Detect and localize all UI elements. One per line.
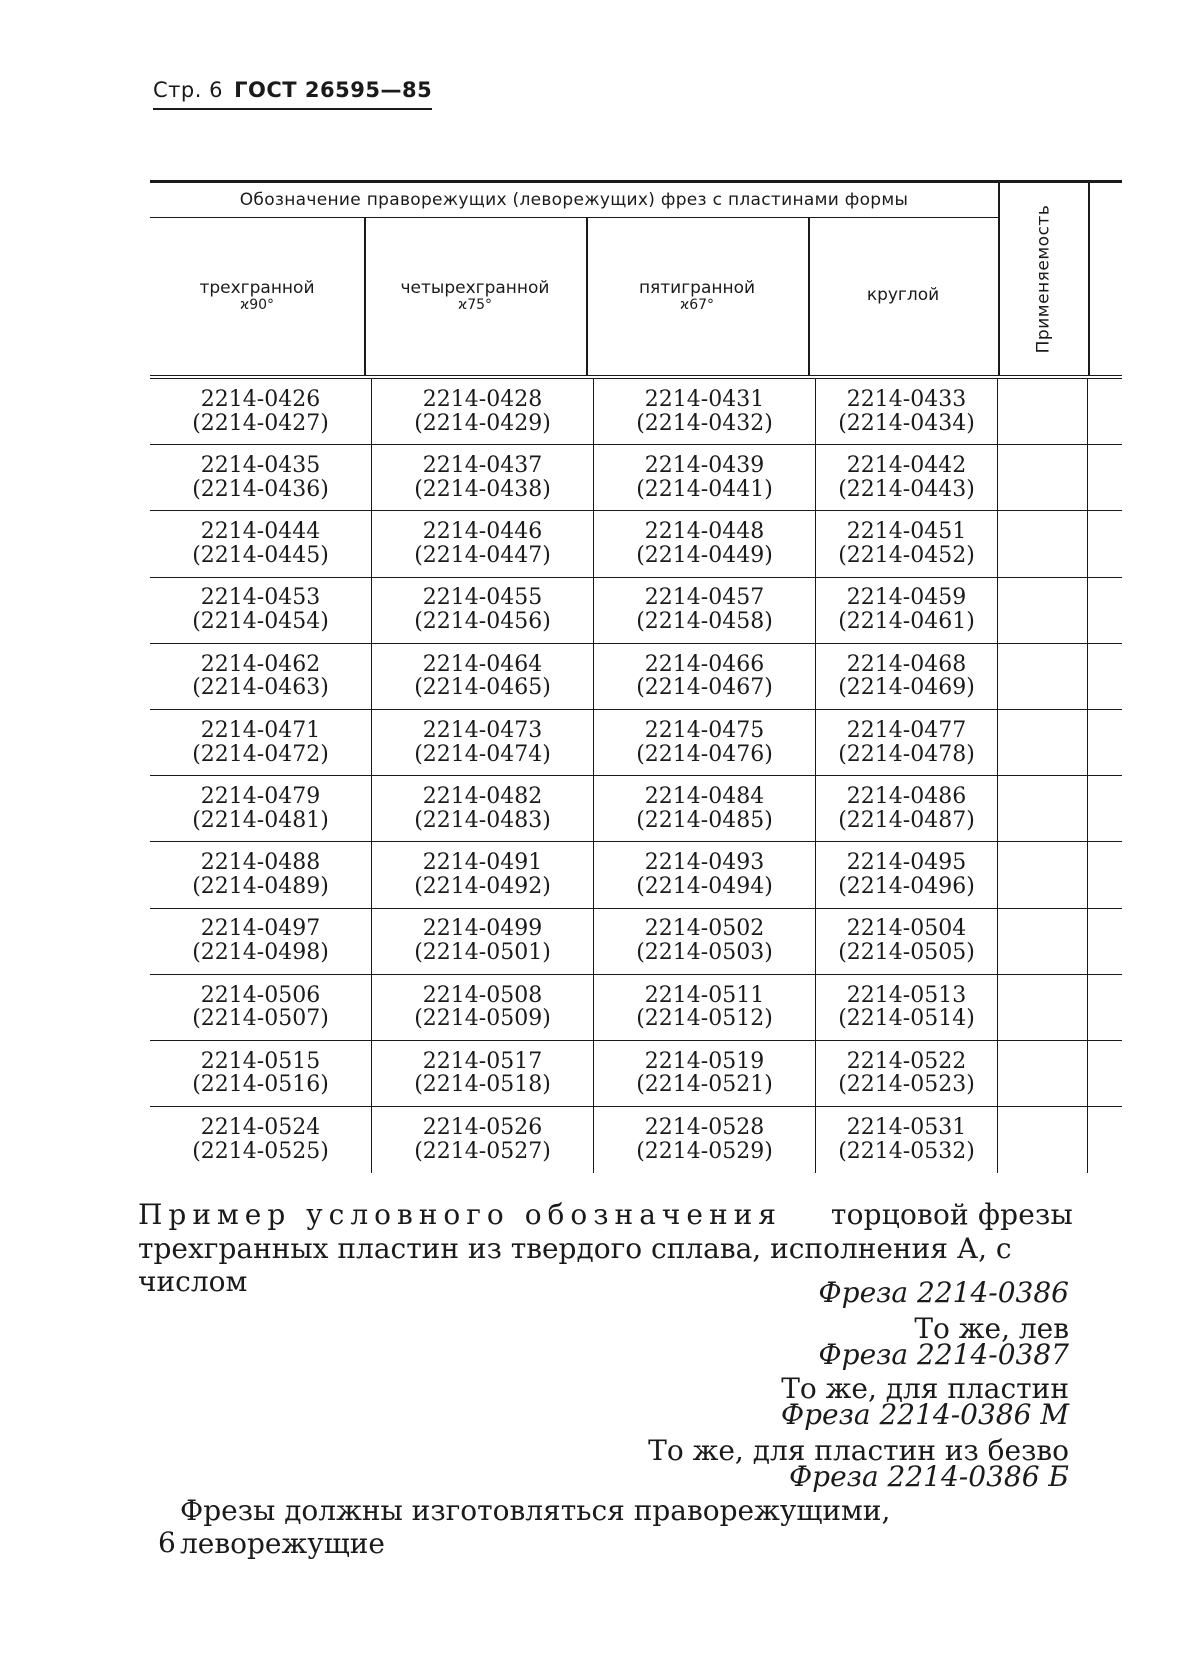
margin-cell [1088, 909, 1122, 975]
table-row [150, 710, 1122, 776]
left-cut-code: (2214-0452) [838, 542, 975, 568]
table-cell [816, 776, 998, 842]
right-cut-code: 2214-0477 [846, 717, 967, 743]
left-cut-code: (2214-0494) [636, 873, 773, 899]
table-row [150, 842, 1122, 908]
right-cut-code: 2214-0513 [846, 982, 967, 1008]
margin-cell [1088, 975, 1122, 1041]
table-cell [150, 644, 372, 710]
applicability-cell [998, 644, 1088, 710]
col-header-pentagonal [586, 217, 808, 375]
margin-cell [1088, 578, 1122, 644]
margin-cell [1088, 644, 1122, 710]
table-cell [372, 1107, 594, 1173]
col-header-angle: ϰ90° [239, 296, 275, 313]
table-cell [150, 379, 372, 445]
table-cell [372, 578, 594, 644]
example-note-3: То же, для пластин из безво [648, 1434, 1069, 1467]
applicability-cell [998, 445, 1088, 511]
table-cell [594, 379, 816, 445]
left-cut-code: (2214-0458) [636, 609, 773, 635]
col-header-round [808, 217, 998, 375]
table-cell [594, 842, 816, 908]
example-lead-rest: торцовой фрезы [830, 1198, 1073, 1231]
table-cell [594, 511, 816, 577]
applicability-cell [998, 511, 1088, 577]
right-cut-code: 2214-0519 [644, 1048, 765, 1074]
col-header-name: трехгранной [199, 277, 315, 298]
right-cut-code: 2214-0468 [846, 651, 967, 677]
table-row [150, 578, 1122, 644]
table-cell [372, 1041, 594, 1107]
table-row [150, 909, 1122, 975]
table-cell [816, 445, 998, 511]
table-cell [372, 909, 594, 975]
table-cell [816, 842, 998, 908]
left-cut-code: (2214-0478) [838, 741, 975, 767]
left-cut-code: (2214-0429) [414, 410, 551, 436]
left-cut-code: (2214-0503) [636, 940, 773, 966]
left-cut-code: (2214-0525) [192, 1139, 329, 1165]
left-cut-code: (2214-0432) [636, 410, 773, 436]
table-cell [594, 975, 816, 1041]
table-cell [816, 511, 998, 577]
left-cut-code: (2214-0489) [192, 873, 329, 899]
standard-number: ГОСТ 26595—85 [234, 78, 433, 102]
left-cut-code: (2214-0467) [636, 675, 773, 701]
table-cell [594, 776, 816, 842]
header-divider [1088, 183, 1090, 375]
table-cell [150, 909, 372, 975]
table-cell [816, 1107, 998, 1173]
right-cut-code: 2214-0446 [422, 519, 543, 545]
left-cut-code: (2214-0476) [636, 741, 773, 767]
example-lead: Пример условного обозначения [138, 1198, 782, 1231]
table-cell [372, 644, 594, 710]
left-cut-code: (2214-0454) [192, 609, 329, 635]
right-cut-code: 2214-0511 [644, 982, 765, 1008]
right-cut-code: 2214-0524 [200, 1115, 321, 1141]
col-header-name: пятигранной [638, 277, 756, 298]
right-cut-code: 2214-0522 [846, 1048, 967, 1074]
left-cut-code: (2214-0487) [838, 807, 975, 833]
right-cut-code: 2214-0475 [644, 717, 765, 743]
left-cut-code: (2214-0438) [414, 476, 551, 502]
designation-table [150, 180, 1122, 1173]
table-cell [372, 379, 594, 445]
margin-cell [1088, 379, 1122, 445]
right-cut-code: 2214-0455 [422, 585, 543, 611]
left-cut-code: (2214-0527) [414, 1139, 551, 1165]
table-cell [594, 644, 816, 710]
example-paragraph-line1 [138, 1198, 1073, 1231]
left-cut-code: (2214-0492) [414, 873, 551, 899]
table-cell [594, 445, 816, 511]
right-cut-code: 2214-0462 [200, 651, 321, 677]
left-cut-code: (2214-0465) [414, 675, 551, 701]
table-row [150, 1107, 1122, 1173]
left-cut-code: (2214-0481) [192, 807, 329, 833]
left-cut-code: (2214-0523) [838, 1072, 975, 1098]
table-cell [150, 776, 372, 842]
table-cell [150, 511, 372, 577]
table-row [150, 644, 1122, 710]
left-cut-code: (2214-0441) [636, 476, 773, 502]
right-cut-code: 2214-0426 [200, 386, 321, 412]
margin-cell [1088, 1041, 1122, 1107]
left-cut-code: (2214-0474) [414, 741, 551, 767]
table-row [150, 445, 1122, 511]
left-cut-code: (2214-0516) [192, 1072, 329, 1098]
right-cut-code: 2214-0433 [846, 386, 967, 412]
left-cut-code: (2214-0529) [636, 1139, 773, 1165]
table-cell [372, 710, 594, 776]
table-cell [150, 1041, 372, 1107]
col-header-angle: ϰ67° [679, 296, 715, 313]
left-cut-code: (2214-0505) [838, 940, 975, 966]
right-cut-code: 2214-0497 [200, 916, 321, 942]
example-note-2: То же, для пластин [781, 1372, 1069, 1405]
left-cut-code: (2214-0463) [192, 675, 329, 701]
left-cut-code: (2214-0498) [192, 940, 329, 966]
table-row [150, 975, 1122, 1041]
example-paragraph-line2: трехгранных пластин из твердого сплава, исполнения А, с числом [138, 1232, 1012, 1298]
right-cut-code: 2214-0482 [422, 783, 543, 809]
applicability-cell [998, 1107, 1088, 1173]
table-cell [372, 975, 594, 1041]
left-cut-code: (2214-0445) [192, 542, 329, 568]
col-header-applicability [998, 183, 1088, 375]
right-cut-code: 2214-0466 [644, 651, 765, 677]
table-cell [150, 975, 372, 1041]
col-header-name: четырехгранной [400, 277, 550, 298]
left-cut-code: (2214-0507) [192, 1006, 329, 1032]
margin-cell [1088, 445, 1122, 511]
example-designation-4: Фреза 2214-0386 Б [788, 1460, 1069, 1493]
right-cut-code: 2214-0453 [200, 585, 321, 611]
page-label: Стр. 6 [153, 78, 223, 102]
col-header-square [364, 217, 586, 375]
table-cell [594, 578, 816, 644]
left-cut-code: (2214-0532) [838, 1139, 975, 1165]
right-cut-code: 2214-0479 [200, 783, 321, 809]
table-cell [372, 776, 594, 842]
right-cut-code: 2214-0531 [846, 1115, 967, 1141]
left-cut-code: (2214-0434) [838, 410, 975, 436]
left-cut-code: (2214-0512) [636, 1006, 773, 1032]
right-cut-code: 2214-0491 [422, 850, 543, 876]
right-cut-code: 2214-0526 [422, 1115, 543, 1141]
left-cut-code: (2214-0449) [636, 542, 773, 568]
right-cut-code: 2214-0488 [200, 850, 321, 876]
left-cut-code: (2214-0485) [636, 807, 773, 833]
closing-paragraph: Фрезы должны изготовляться праворежущими, леворежущие [180, 1494, 891, 1560]
example-designation-3: Фреза 2214-0386 М [780, 1398, 1069, 1431]
right-cut-code: 2214-0486 [846, 783, 967, 809]
table-row [150, 379, 1122, 445]
left-cut-code: (2214-0472) [192, 741, 329, 767]
left-cut-code: (2214-0443) [838, 476, 975, 502]
left-cut-code: (2214-0447) [414, 542, 551, 568]
applicability-cell [998, 379, 1088, 445]
example-designation-1: Фреза 2214-0386 [818, 1276, 1069, 1309]
right-cut-code: 2214-0451 [846, 519, 967, 545]
margin-cell [1088, 842, 1122, 908]
applicability-cell [998, 776, 1088, 842]
right-cut-code: 2214-0464 [422, 651, 543, 677]
margin-cell [1088, 1107, 1122, 1173]
right-cut-code: 2214-0517 [422, 1048, 543, 1074]
applicability-label: Применяемость [1033, 204, 1054, 354]
right-cut-code: 2214-0442 [846, 453, 967, 479]
table-cell [372, 445, 594, 511]
table-cell [816, 975, 998, 1041]
right-cut-code: 2214-0448 [644, 519, 765, 545]
left-cut-code: (2214-0509) [414, 1006, 551, 1032]
left-cut-code: (2214-0456) [414, 609, 551, 635]
left-cut-code: (2214-0436) [192, 476, 329, 502]
applicability-cell [998, 1041, 1088, 1107]
table-cell [150, 578, 372, 644]
right-cut-code: 2214-0428 [422, 386, 543, 412]
margin-cell [1088, 710, 1122, 776]
left-cut-code: (2214-0496) [838, 873, 975, 899]
table-cell [372, 842, 594, 908]
table-cell [150, 710, 372, 776]
right-cut-code: 2214-0431 [644, 386, 765, 412]
right-cut-code: 2214-0515 [200, 1048, 321, 1074]
right-cut-code: 2214-0439 [644, 453, 765, 479]
margin-cell [1088, 511, 1122, 577]
table-cell [372, 511, 594, 577]
right-cut-code: 2214-0495 [846, 850, 967, 876]
right-cut-code: 2214-0504 [846, 916, 967, 942]
right-cut-code: 2214-0528 [644, 1115, 765, 1141]
page-number: 6 [158, 1526, 176, 1559]
right-cut-code: 2214-0444 [200, 519, 321, 545]
right-cut-code: 2214-0473 [422, 717, 543, 743]
table-caption: Обозначение праворежущих (леворежущих) фрез с пластинами формы [150, 183, 998, 218]
table-cell [150, 1107, 372, 1173]
left-cut-code: (2214-0514) [838, 1006, 975, 1032]
table-cell [816, 578, 998, 644]
table-cell [816, 644, 998, 710]
table-cell [150, 445, 372, 511]
right-cut-code: 2214-0471 [200, 717, 321, 743]
margin-cell [1088, 776, 1122, 842]
table-cell [594, 710, 816, 776]
table-row [150, 511, 1122, 577]
left-cut-code: (2214-0483) [414, 807, 551, 833]
right-cut-code: 2214-0457 [644, 585, 765, 611]
left-cut-code: (2214-0521) [636, 1072, 773, 1098]
table-row [150, 776, 1122, 842]
right-cut-code: 2214-0506 [200, 982, 321, 1008]
col-header-trigonal [150, 217, 364, 375]
left-cut-code: (2214-0461) [838, 609, 975, 635]
applicability-cell [998, 975, 1088, 1041]
table-body [150, 379, 1122, 1173]
example-note-1: То же, лев [914, 1312, 1069, 1345]
table-cell [816, 710, 998, 776]
table-cell [594, 1107, 816, 1173]
applicability-cell [998, 909, 1088, 975]
page-header [153, 78, 432, 110]
right-cut-code: 2214-0508 [422, 982, 543, 1008]
left-cut-code: (2214-0501) [414, 940, 551, 966]
table-cell [816, 909, 998, 975]
table-cell [594, 909, 816, 975]
table-row [150, 1041, 1122, 1107]
right-cut-code: 2214-0484 [644, 783, 765, 809]
right-cut-code: 2214-0459 [846, 585, 967, 611]
applicability-cell [998, 842, 1088, 908]
table-cell [594, 1041, 816, 1107]
table-header [150, 183, 1122, 375]
table-cell [150, 842, 372, 908]
right-cut-code: 2214-0435 [200, 453, 321, 479]
left-cut-code: (2214-0427) [192, 410, 329, 436]
right-cut-code: 2214-0493 [644, 850, 765, 876]
example-designation-2: Фреза 2214-0387 [818, 1338, 1069, 1371]
right-cut-code: 2214-0499 [422, 916, 543, 942]
left-cut-code: (2214-0469) [838, 675, 975, 701]
col-header-angle: ϰ75° [457, 296, 493, 313]
applicability-cell [998, 710, 1088, 776]
left-cut-code: (2214-0518) [414, 1072, 551, 1098]
right-cut-code: 2214-0437 [422, 453, 543, 479]
applicability-cell [998, 578, 1088, 644]
col-header-name: круглой [866, 285, 940, 306]
table-cell [816, 1041, 998, 1107]
right-cut-code: 2214-0502 [644, 916, 765, 942]
table-cell [816, 379, 998, 445]
